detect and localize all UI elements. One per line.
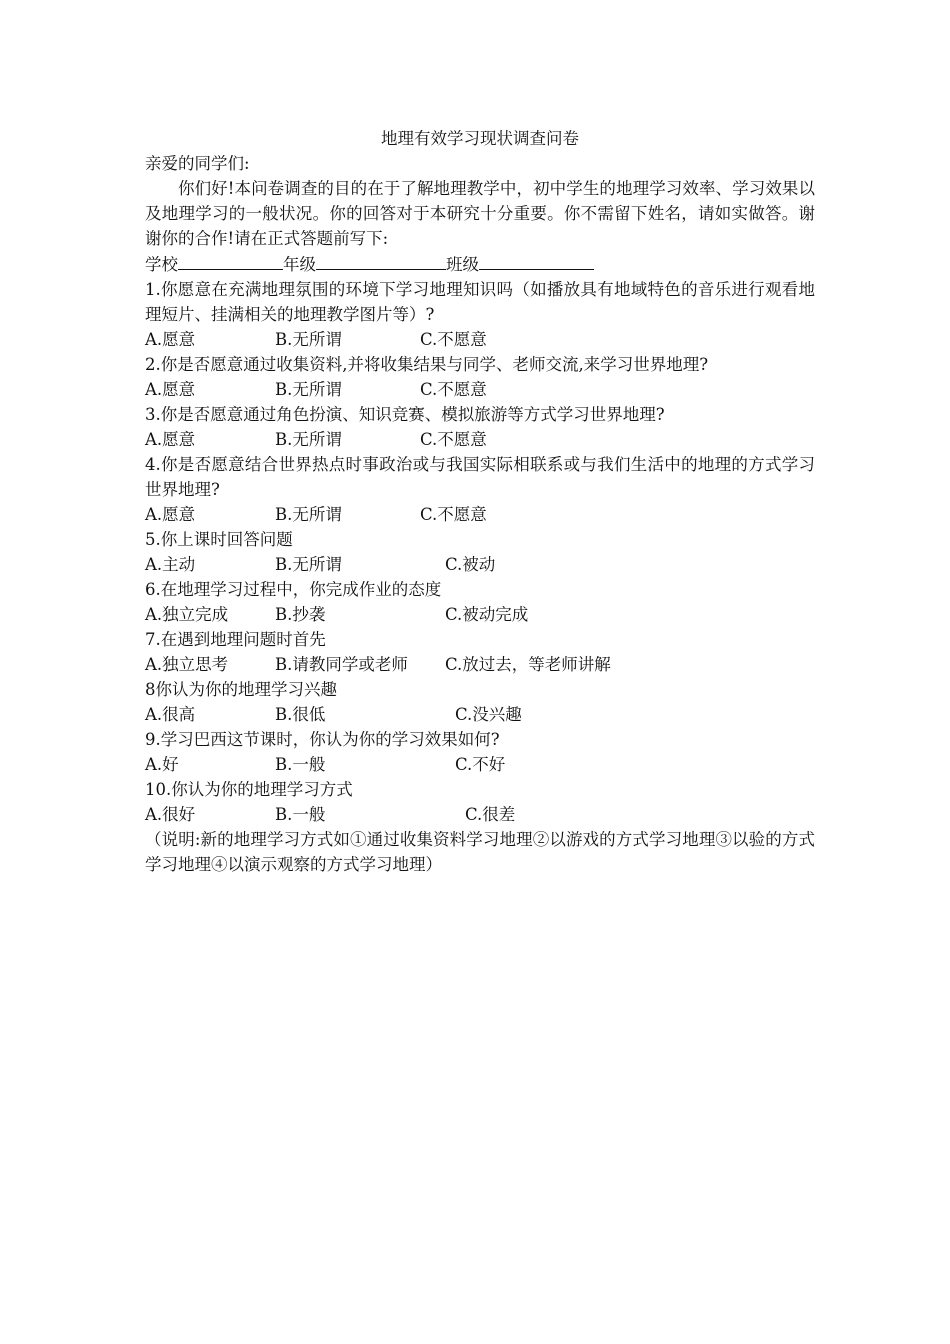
question-9-option-b[interactable]: B.一般 [275, 755, 326, 774]
class-blank[interactable] [479, 251, 594, 270]
question-7-option-b[interactable]: B.请教同学或老师 [275, 655, 408, 674]
question-2-text: 2.你是否愿意通过收集资料,并将收集结果与同学、老师交流,来学习世界地理? [145, 355, 709, 374]
question-4-option-a[interactable]: A.愿意 [145, 505, 196, 524]
info-fields-row [145, 251, 815, 277]
question-2-option-b[interactable]: B.无所谓 [275, 380, 342, 399]
question-1-option-a[interactable]: A.愿意 [145, 330, 196, 349]
school-label: 学校 [145, 255, 178, 274]
question-3-option-a[interactable]: A.愿意 [145, 430, 196, 449]
question-8-option-a[interactable]: A.很高 [145, 705, 196, 724]
question-7-option-a[interactable]: A.独立思考 [145, 655, 229, 674]
question-9-option-c[interactable]: C.不好 [455, 755, 506, 774]
question-9-option-a[interactable]: A.好 [145, 755, 179, 774]
question-6-text: 6.在地理学习过程中，你完成作业的态度 [145, 580, 442, 599]
question-9-options [145, 752, 815, 777]
question-3-options [145, 427, 815, 452]
document-title: 地理有效学习现状调查问卷 [381, 129, 579, 148]
question-7-option-c[interactable]: C.放过去，等老师讲解 [445, 655, 611, 674]
question-8-options [145, 702, 815, 727]
question-6-option-b[interactable]: B.抄袭 [275, 605, 326, 624]
question-1-options [145, 327, 815, 352]
question-2-option-c[interactable]: C.不愿意 [420, 380, 487, 399]
question-10-option-c[interactable]: C.很差 [465, 805, 516, 824]
question-5-option-a[interactable]: A.主动 [145, 555, 196, 574]
question-10-options [145, 802, 815, 827]
question-10-option-a[interactable]: A.很好 [145, 805, 196, 824]
question-5-options [145, 552, 815, 577]
question-6-options [145, 602, 815, 627]
question-2-option-a[interactable]: A.愿意 [145, 380, 196, 399]
question-10-text: 10.你认为你的地理学习方式 [145, 780, 353, 799]
question-4-text: 4.你是否愿意结合世界热点时事政治或与我国实际相联系或与我们生活中的地理的方式学习世界地理? [145, 455, 815, 499]
question-1-option-c[interactable]: C.不愿意 [420, 330, 487, 349]
school-blank[interactable] [178, 251, 283, 270]
question-8-text: 8你认为你的地理学习兴趣 [145, 680, 337, 699]
question-1-option-b[interactable]: B.无所谓 [275, 330, 342, 349]
question-6-option-a[interactable]: A.独立完成 [145, 605, 229, 624]
question-4-options [145, 502, 815, 527]
question-5-option-c[interactable]: C.被动 [445, 555, 496, 574]
question-8-option-b[interactable]: B.很低 [275, 705, 326, 724]
question-3-option-c[interactable]: C.不愿意 [420, 430, 487, 449]
greeting: 亲爱的同学们: [145, 154, 250, 173]
question-6-option-c[interactable]: C.被动完成 [445, 605, 529, 624]
question-7-options [145, 652, 815, 677]
class-label: 班级 [446, 255, 479, 274]
question-4-option-b[interactable]: B.无所谓 [275, 505, 342, 524]
question-1-text: 1.你愿意在充满地理氛围的环境下学习地理知识吗（如播放具有地域特色的音乐进行观看地理短片、挂满相关的地理教学图片等）? [145, 280, 815, 324]
question-10-option-b[interactable]: B.一般 [275, 805, 326, 824]
question-8-option-c[interactable]: C.没兴趣 [455, 705, 522, 724]
question-5-option-b[interactable]: B.无所谓 [275, 555, 342, 574]
question-2-options [145, 377, 815, 402]
question-9-text: 9.学习巴西这节课时，你认为你的学习效果如何? [145, 730, 500, 749]
question-7-text: 7.在遇到地理问题时首先 [145, 630, 326, 649]
question-4-option-c[interactable]: C.不愿意 [420, 505, 487, 524]
survey-document [145, 126, 815, 877]
grade-label: 年级 [283, 255, 316, 274]
intro-paragraph: 你们好!本问卷调查的目的在于了解地理教学中，初中学生的地理学习效率、学习效果以及地理学习的一般状况。你的回答对于本研究十分重要。你不需留下姓名，请如实做答。谢谢你的合作!请在正式答题前写下: [145, 179, 815, 248]
question-3-option-b[interactable]: B.无所谓 [275, 430, 342, 449]
grade-blank[interactable] [316, 251, 446, 270]
note-paragraph: （说明:新的地理学习方式如①通过收集资料学习地理②以游戏的方式学习地理③以验的方式学习地理④以演示观察的方式学习地理） [145, 830, 815, 874]
questions-list [145, 277, 815, 827]
question-3-text: 3.你是否愿意通过角色扮演、知识竞赛、模拟旅游等方式学习世界地理? [145, 405, 665, 424]
question-5-text: 5.你上课时回答问题 [145, 530, 293, 549]
